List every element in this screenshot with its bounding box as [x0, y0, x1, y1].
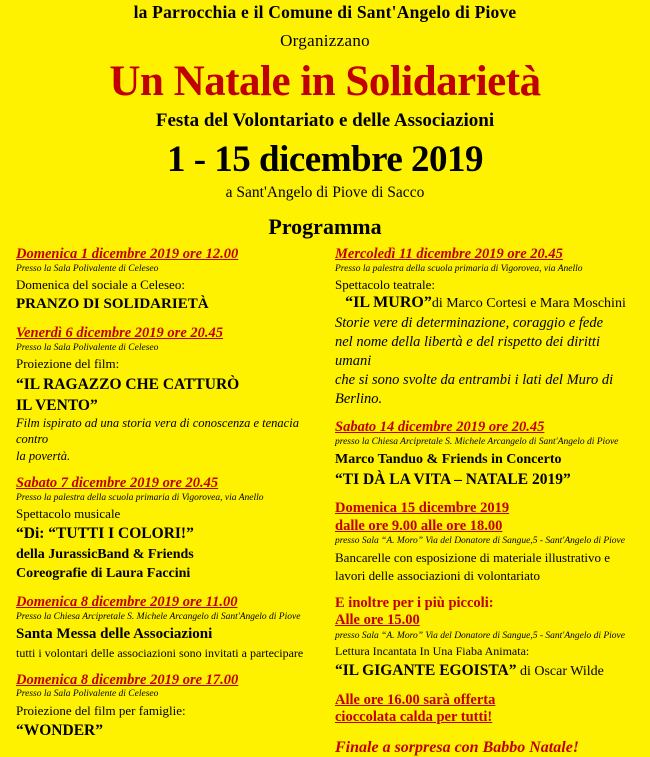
event-description-cont: lavori delle associazioni di volontariato [335, 567, 541, 583]
event-venue: presso Sala “A. Moro” Via del Donatore di Sangue,5 - Sant'Angelo di Piove [335, 630, 625, 641]
event-heading: Alle ore 15.00 [335, 612, 420, 629]
event-heading: Sabato 7 dicembre 2019 ore 20.45 [16, 475, 219, 492]
event-line: Domenica del sociale a Celeseo: [16, 277, 185, 293]
event-description: Storie vere di determinazione, coraggio e fede [335, 315, 604, 332]
page-title: Un Natale in Solidarietà [109, 58, 541, 105]
organizers-line: la Parrocchia e il Comune di Sant'Angelo di Piove [133, 2, 517, 22]
event-title-cont: IL VENTO” [16, 396, 98, 414]
event-heading: Domenica 15 dicembre 2019 [335, 500, 510, 517]
event-item [16, 594, 311, 661]
programma-heading: Programma [268, 214, 382, 240]
event-item [335, 500, 636, 584]
event-heading: Domenica 1 dicembre 2019 ore 12.00 [16, 246, 239, 263]
event-performer: Marco Tanduo & Friends in Concerto [335, 451, 562, 467]
event-description-cont: nel nome della libertà e del rispetto dei diritti umani [335, 334, 600, 369]
event-performer: della JurassicBand & Friends [16, 546, 194, 562]
poster [0, 2, 650, 756]
event-item [335, 595, 636, 681]
event-title: Santa Messa delle Associazioni [16, 625, 213, 642]
program-column-left [10, 246, 325, 757]
event-description: Bancarelle con esposizione di materiale illustrativo e [335, 549, 611, 565]
event-item [16, 246, 311, 314]
event-title: “Di: “TUTTI I COLORI!” [16, 525, 194, 543]
event-title: “IL RAGAZZO CHE CATTURÒ [16, 375, 240, 393]
chocolate-heading: Alle ore 16.00 sarà offerta [335, 691, 496, 708]
event-item [335, 419, 636, 489]
organizzano-label: Organizzano [280, 31, 370, 50]
event-line: Spettacolo musicale [16, 506, 121, 522]
event-line: Lettura Incantata In Una Fiaba Animata: [335, 644, 530, 659]
event-venue: presso la Chiesa Arcipretale S. Michele Arcangelo di Sant'Angelo di Piove [335, 437, 619, 448]
event-title-row [335, 293, 636, 314]
event-author: di Marco Cortesi e Mara Moschini [431, 296, 626, 312]
event-credits: Coreografie di Laura Faccini [16, 566, 191, 582]
chocolate-heading-cont: cioccolata calda per tutti! [335, 709, 493, 726]
event-description-cont: la povertà. [16, 448, 71, 463]
event-line: Proiezione del film per famiglie: [16, 702, 186, 718]
event-item [335, 246, 636, 408]
event-heading: Mercoledì 11 dicembre 2019 ore 20.45 [335, 246, 563, 263]
event-title-row [335, 661, 636, 681]
event-heading-time: dalle ore 9.00 alle ore 18.00 [335, 517, 503, 534]
event-venue: Presso la Sala Polivalente di Celeseo [16, 689, 159, 700]
event-description: Film ispirato ad una storia vera di conoscenza e tenacia contro [16, 416, 299, 446]
event-description: tutti i volontari delle associazioni sono invitati a partecipare [16, 645, 304, 660]
event-title: “TI DÀ LA VITA – NATALE 2019” [335, 471, 571, 489]
event-venue: Presso la palestra della scuola primaria di Vigorovea, via Anello [335, 263, 583, 274]
event-venue: Presso la palestra della scuola primaria di Vigorovea, via Anello [16, 492, 264, 503]
event-venue: Presso la Chiesa Arcipretale S. Michele Arcangelo di Sant'Angelo di Piove [16, 611, 301, 622]
event-title: “WONDER” [16, 721, 103, 739]
kids-section-label: E inoltre per i più piccoli: [335, 595, 494, 612]
program-columns [10, 246, 640, 757]
event-author: di Oscar Wilde [516, 664, 604, 680]
event-item [16, 475, 311, 583]
program-column-right [325, 246, 640, 757]
event-place: a Sant'Angelo di Piove di Sacco [225, 184, 425, 202]
event-venue: Presso la Sala Polivalente di Celeseo [16, 263, 159, 274]
event-title: PRANZO DI SOLIDARIETÀ [16, 296, 209, 313]
event-heading: Domenica 8 dicembre 2019 ore 11.00 [16, 593, 238, 610]
finale-note: Finale a sorpresa con Babbo Natale! [335, 738, 580, 756]
event-venue: presso Sala “A. Moro” Via del Donatore di Sangue,5 - Sant'Angelo di Piove [335, 536, 625, 547]
event-heading: Venerdì 6 dicembre 2019 ore 20.45 [16, 325, 224, 342]
event-item [16, 325, 311, 464]
event-title: “IL MURO” [345, 294, 432, 312]
event-line: Spettacolo teatrale: [335, 277, 435, 293]
subtitle: Festa del Volontariato e delle Associazioni [155, 110, 495, 132]
event-heading: Domenica 8 dicembre 2019 ore 17.00 [16, 671, 239, 688]
event-line: Proiezione del film: [16, 356, 120, 372]
event-heading: Sabato 14 dicembre 2019 ore 20.45 [335, 419, 545, 436]
event-description-cont2: che si sono svolte da entrambi i lati del Muro di Berlino. [335, 371, 614, 407]
event-item [16, 672, 311, 741]
event-title: “IL GIGANTE EGOISTA” [335, 662, 517, 680]
event-venue: Presso la Sala Polivalente di Celeseo [16, 342, 159, 353]
event-dates: 1 - 15 dicembre 2019 [166, 139, 484, 181]
event-item [335, 692, 636, 727]
